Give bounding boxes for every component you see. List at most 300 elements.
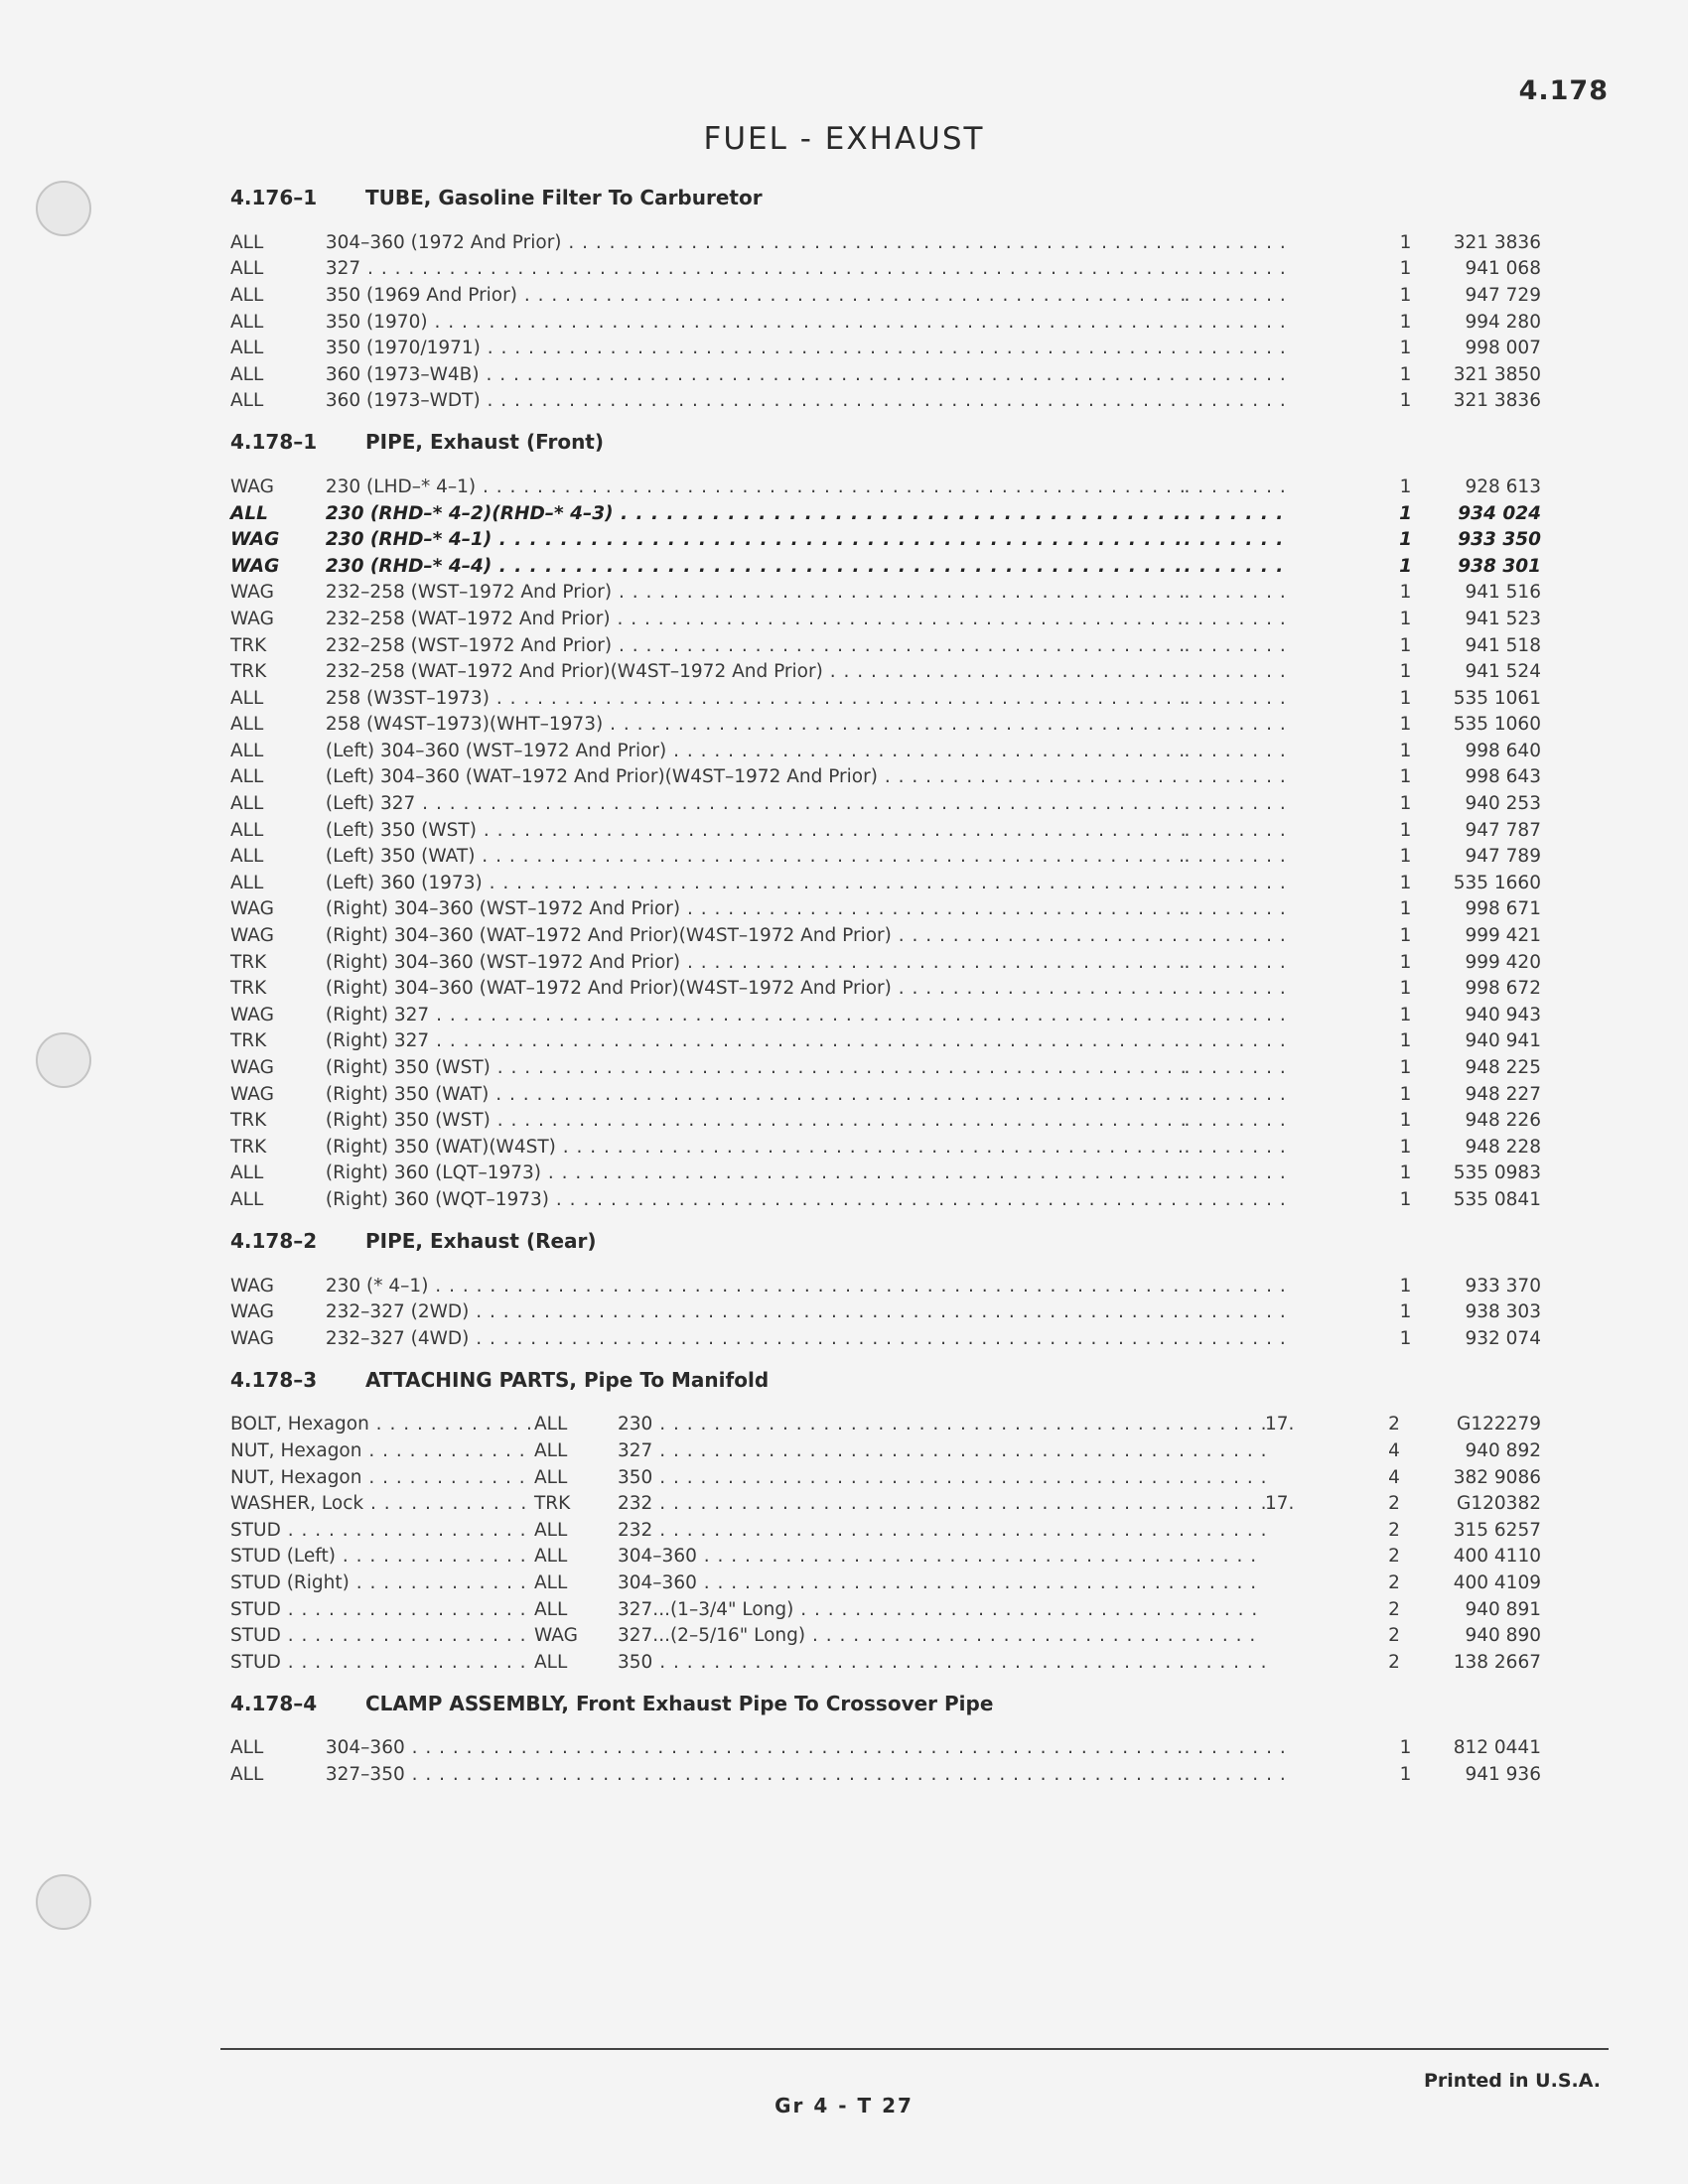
part-number: 998 640 — [1465, 740, 1541, 761]
model-description: 232 . . . — [618, 1493, 1265, 1514]
application-code: ALL — [230, 687, 264, 709]
quantity: 1 — [1399, 390, 1412, 412]
application-code: WAG — [230, 529, 280, 551]
section-rows — [230, 1273, 1541, 1352]
quantity: 1 — [1399, 502, 1412, 524]
reference-leader — [1185, 635, 1287, 656]
model-description: 360 (1973–WDT) . . . — [326, 390, 1185, 411]
model-description: (Right) 360 (WQT–1973) . . . — [326, 1189, 1185, 1210]
part-name: STUD . . . — [230, 1652, 534, 1673]
model-description: 232–327 (4WD) . . . — [326, 1328, 1185, 1349]
page-title: FUEL - EXHAUST — [703, 121, 985, 157]
reference-leader — [1185, 1189, 1287, 1210]
model-description: 350 . . . — [618, 1652, 1265, 1673]
application-code: ALL — [230, 1763, 264, 1785]
part-number: 948 227 — [1465, 1083, 1541, 1105]
part-number: 321 3836 — [1453, 390, 1541, 412]
part-number: 940 943 — [1465, 1004, 1541, 1025]
reference-leader — [1185, 556, 1287, 577]
model-description: 230 (* 4–1) . . . — [326, 1276, 1185, 1297]
reference-leader — [1185, 873, 1287, 893]
reference-leader — [1185, 1030, 1287, 1051]
quantity: 1 — [1399, 476, 1412, 497]
table-row — [230, 1107, 1541, 1134]
application-code: TRK — [534, 1493, 571, 1515]
part-name: STUD (Right) . . . — [230, 1572, 534, 1593]
page-number: 4.178 — [1518, 75, 1609, 106]
model-description: 232–258 (WAT–1972 And Prior) . . . — [326, 609, 1185, 629]
table-row — [230, 256, 1541, 283]
table-row — [230, 335, 1541, 361]
part-number: 947 729 — [1465, 284, 1541, 306]
table-row — [230, 361, 1541, 388]
quantity: 1 — [1399, 582, 1412, 604]
table-row — [230, 1490, 1541, 1517]
application-code: ALL — [230, 258, 264, 280]
application-code: TRK — [230, 1110, 267, 1132]
quantity: 1 — [1399, 819, 1412, 841]
application-code: ALL — [230, 1188, 264, 1210]
quantity: 1 — [1399, 898, 1412, 920]
table-row — [230, 975, 1541, 1002]
application-code: ALL — [230, 231, 264, 253]
model-description: (Left) 350 (WST) . . . — [326, 820, 1185, 841]
application-code: TRK — [230, 951, 267, 973]
reference-leader — [1185, 1057, 1287, 1078]
model-description: (Right) 304–360 (WAT–1972 And Prior)(W4ST–1972 And Prior) . . . — [326, 925, 1185, 946]
application-code: TRK — [230, 661, 267, 683]
application-code: ALL — [230, 872, 264, 893]
binder-hole-bottom — [36, 1874, 91, 1930]
reference-leader — [1185, 609, 1287, 629]
binder-hole-middle — [36, 1032, 91, 1088]
model-description: 232 . . . — [618, 1520, 1265, 1541]
model-description: 258 (W4ST–1973)(WHT–1973) . . . — [326, 714, 1185, 735]
reference-leader — [1185, 820, 1287, 841]
table-row — [230, 632, 1541, 659]
reference-leader — [1185, 661, 1287, 682]
reference-leader — [1185, 766, 1287, 787]
part-number: 928 613 — [1465, 476, 1541, 497]
model-description: 304–360 . . . — [618, 1546, 1265, 1567]
quantity: 1 — [1399, 1004, 1412, 1025]
section-header — [230, 426, 1541, 458]
part-number: 999 421 — [1465, 925, 1541, 947]
quantity: 1 — [1399, 1083, 1412, 1105]
model-description: 304–360 . . . — [618, 1572, 1265, 1593]
part-number: 535 0841 — [1453, 1188, 1541, 1210]
table-row — [230, 553, 1541, 580]
part-name: WASHER, Lock . . . — [230, 1493, 534, 1514]
application-code: WAG — [230, 1327, 274, 1349]
part-number: 400 4110 — [1453, 1546, 1541, 1568]
part-number: 940 941 — [1465, 1030, 1541, 1052]
model-description: (Left) 327 . . . — [326, 793, 1185, 814]
quantity: 2 — [1388, 1493, 1400, 1515]
model-description: (Left) 360 (1973) . . . — [326, 873, 1185, 893]
table-row — [230, 764, 1541, 791]
application-code: WAG — [230, 1057, 274, 1079]
quantity: 1 — [1399, 529, 1412, 551]
section-header — [230, 1225, 1541, 1257]
reference-leader — [1185, 258, 1287, 279]
model-description: (Right) 304–360 (WAT–1972 And Prior)(W4ST–1972 And Prior) . . . — [326, 978, 1185, 999]
part-number: 948 225 — [1465, 1057, 1541, 1079]
application-code: WAG — [534, 1625, 578, 1647]
application-code: WAG — [230, 1301, 274, 1323]
table-row — [230, 1054, 1541, 1081]
table-row — [230, 1298, 1541, 1325]
table-row — [230, 712, 1541, 739]
quantity: 1 — [1399, 1057, 1412, 1079]
part-number: 940 891 — [1465, 1598, 1541, 1620]
model-description: 327 . . . — [326, 258, 1185, 279]
model-description: 350 . . . — [618, 1467, 1265, 1488]
table-row — [230, 1325, 1541, 1352]
model-description: (Right) 350 (WST) . . . — [326, 1057, 1185, 1078]
application-code: ALL — [534, 1439, 568, 1461]
reference-leader — [1185, 1162, 1287, 1183]
footer-rule — [220, 2048, 1609, 2050]
application-code: ALL — [534, 1571, 568, 1593]
model-description: 232–258 (WST–1972 And Prior) . . . — [326, 582, 1185, 603]
quantity: 1 — [1399, 608, 1412, 629]
application-code: WAG — [230, 608, 274, 629]
table-row — [230, 309, 1541, 336]
application-code: TRK — [230, 1030, 267, 1052]
table-row — [230, 896, 1541, 923]
table-row — [230, 1412, 1541, 1438]
application-code: ALL — [534, 1651, 568, 1673]
reference-leader — [1185, 477, 1287, 497]
model-description: 327...(2–5/16" Long) . . . — [618, 1625, 1265, 1646]
table-row — [230, 817, 1541, 844]
quantity: 2 — [1388, 1598, 1400, 1620]
model-description: 327...(1–3/4" Long) . . . — [618, 1599, 1265, 1620]
table-row — [230, 388, 1541, 415]
section-rows — [230, 474, 1541, 1213]
model-description: 350 (1970) . . . — [326, 312, 1185, 333]
part-name: BOLT, Hexagon . . . — [230, 1414, 534, 1434]
quantity: 1 — [1399, 978, 1412, 1000]
table-row — [230, 658, 1541, 685]
application-code: ALL — [534, 1414, 568, 1435]
reference-leader — [1185, 688, 1287, 709]
table-row — [230, 870, 1541, 896]
part-number: 535 1061 — [1453, 687, 1541, 709]
part-number: 940 890 — [1465, 1625, 1541, 1647]
application-code: ALL — [230, 502, 268, 524]
application-code: ALL — [230, 1162, 264, 1184]
part-number: 400 4109 — [1453, 1571, 1541, 1593]
reference-leader — [1185, 925, 1287, 946]
reference-number: 17. — [1265, 1414, 1295, 1435]
quantity: 1 — [1399, 284, 1412, 306]
reference-leader — [1185, 1084, 1287, 1105]
reference-leader — [1185, 952, 1287, 973]
reference-leader — [1185, 741, 1287, 761]
application-code: ALL — [230, 766, 264, 788]
part-name: NUT, Hexagon . . . — [230, 1440, 534, 1461]
model-description: 230 (RHD–* 4–4) . . . — [326, 556, 1185, 577]
part-number: 941 516 — [1465, 582, 1541, 604]
table-row — [230, 843, 1541, 870]
section-title: PIPE, Exhaust (Rear) — [365, 1228, 597, 1253]
part-number: 998 672 — [1465, 978, 1541, 1000]
model-description: 350 (1970/1971) . . . — [326, 338, 1185, 358]
quantity: 1 — [1399, 338, 1412, 359]
part-number: 535 0983 — [1453, 1162, 1541, 1184]
part-name: STUD . . . — [230, 1625, 534, 1646]
quantity: 1 — [1399, 1188, 1412, 1210]
application-code: ALL — [534, 1546, 568, 1568]
model-description: 350 (1969 And Prior) . . . — [326, 285, 1185, 306]
application-code: WAG — [230, 582, 274, 604]
quantity: 1 — [1399, 1030, 1412, 1052]
section-number: 4.178–3 — [230, 1367, 318, 1392]
reference-leader — [1185, 503, 1287, 524]
quantity: 1 — [1399, 793, 1412, 815]
application-code: ALL — [534, 1598, 568, 1620]
reference-leader — [1185, 529, 1287, 550]
model-description: 230 (RHD–* 4–2)(RHD–* 4–3) . . . — [326, 503, 1185, 524]
quantity: 4 — [1388, 1439, 1400, 1461]
section-rows — [230, 1412, 1541, 1676]
application-code: WAG — [230, 476, 274, 497]
table-row — [230, 1273, 1541, 1299]
quantity: 4 — [1388, 1466, 1400, 1488]
application-code: ALL — [230, 740, 264, 761]
reference-leader — [1185, 582, 1287, 603]
application-code: ALL — [230, 846, 264, 868]
model-description: 258 (W3ST–1973) . . . — [326, 688, 1185, 709]
parts-list — [230, 182, 1541, 1800]
part-number: 321 3850 — [1453, 363, 1541, 385]
application-code: ALL — [230, 363, 264, 385]
model-description: (Right) 350 (WAT)(W4ST) . . . — [326, 1137, 1185, 1158]
table-row — [230, 1081, 1541, 1108]
table-row — [230, 1570, 1541, 1596]
table-row — [230, 1134, 1541, 1160]
model-description: 327–350 . . . — [326, 1764, 1185, 1785]
printed-notice: Printed in U.S.A. — [1424, 2070, 1601, 2092]
part-name: STUD . . . — [230, 1599, 534, 1620]
quantity: 1 — [1399, 1136, 1412, 1158]
binder-hole-top — [36, 181, 91, 236]
part-number: 994 280 — [1465, 311, 1541, 333]
application-code: WAG — [230, 1275, 274, 1297]
part-number: 941 518 — [1465, 634, 1541, 656]
model-description: (Right) 304–360 (WST–1972 And Prior) . . . — [326, 898, 1185, 919]
reference-leader — [1185, 1110, 1287, 1131]
section-title: PIPE, Exhaust (Front) — [365, 430, 605, 455]
application-code: ALL — [534, 1466, 568, 1488]
table-row — [230, 685, 1541, 712]
quantity: 1 — [1399, 661, 1412, 683]
table-row — [230, 1517, 1541, 1544]
section-rows — [230, 229, 1541, 414]
section-title: ATTACHING PARTS, Pipe To Manifold — [365, 1367, 770, 1392]
model-description: 230 . . . — [618, 1414, 1265, 1434]
quantity: 1 — [1399, 1763, 1412, 1785]
model-description: (Right) 360 (LQT–1973) . . . — [326, 1162, 1185, 1183]
part-number: 535 1660 — [1453, 872, 1541, 893]
table-row — [230, 229, 1541, 256]
reference-leader — [1185, 1328, 1287, 1349]
part-number: 998 643 — [1465, 766, 1541, 788]
section-number: 4.178–4 — [230, 1691, 318, 1715]
reference-leader — [1185, 285, 1287, 306]
model-description: (Left) 304–360 (WAT–1972 And Prior)(W4ST–1972 And Prior) . . . — [326, 766, 1185, 787]
group-reference: Gr 4 - T 27 — [774, 2094, 914, 2117]
reference-leader — [1185, 714, 1287, 735]
part-number: 941 936 — [1465, 1763, 1541, 1785]
table-row — [230, 1622, 1541, 1649]
table-row — [230, 738, 1541, 764]
application-code: WAG — [230, 898, 274, 920]
reference-leader — [1185, 1005, 1287, 1025]
quantity: 2 — [1388, 1519, 1400, 1541]
application-code: ALL — [230, 819, 264, 841]
section-number: 4.178–1 — [230, 430, 318, 455]
table-row — [230, 1160, 1541, 1187]
part-number: 947 787 — [1465, 819, 1541, 841]
reference-number: 17. — [1265, 1493, 1295, 1515]
application-code: ALL — [230, 284, 264, 306]
table-row — [230, 1596, 1541, 1623]
table-row — [230, 922, 1541, 949]
application-code: TRK — [230, 634, 267, 656]
application-code: WAG — [230, 1083, 274, 1105]
model-description: (Left) 350 (WAT) . . . — [326, 846, 1185, 867]
part-name: STUD . . . — [230, 1520, 534, 1541]
section-rows — [230, 1735, 1541, 1788]
application-code: WAG — [230, 555, 280, 577]
application-code: ALL — [230, 338, 264, 359]
reference-leader — [1185, 898, 1287, 919]
reference-leader — [1185, 312, 1287, 333]
application-code: ALL — [230, 1737, 264, 1759]
quantity: 1 — [1399, 1162, 1412, 1184]
part-number: 321 3836 — [1453, 231, 1541, 253]
table-row — [230, 790, 1541, 817]
table-row — [230, 1028, 1541, 1055]
reference-leader — [1185, 1137, 1287, 1158]
part-number: 315 6257 — [1453, 1519, 1541, 1541]
quantity: 1 — [1399, 1301, 1412, 1323]
application-code: ALL — [230, 793, 264, 815]
quantity: 2 — [1388, 1414, 1400, 1435]
application-code: ALL — [230, 311, 264, 333]
quantity: 2 — [1388, 1546, 1400, 1568]
quantity: 2 — [1388, 1651, 1400, 1673]
quantity: 1 — [1399, 363, 1412, 385]
reference-leader — [1185, 846, 1287, 867]
application-code: TRK — [230, 1136, 267, 1158]
quantity: 1 — [1399, 687, 1412, 709]
application-code: ALL — [534, 1519, 568, 1541]
reference-leader — [1185, 1737, 1287, 1758]
reference-leader — [1185, 1276, 1287, 1297]
reference-leader — [1185, 390, 1287, 411]
section-header — [230, 182, 1541, 213]
table-row — [230, 1464, 1541, 1491]
quantity: 1 — [1399, 231, 1412, 253]
part-number: 998 007 — [1465, 338, 1541, 359]
part-number: 948 226 — [1465, 1110, 1541, 1132]
part-number: 932 074 — [1465, 1327, 1541, 1349]
model-description: 304–360 (1972 And Prior) . . . — [326, 232, 1185, 253]
quantity: 2 — [1388, 1571, 1400, 1593]
quantity: 1 — [1399, 951, 1412, 973]
quantity: 1 — [1399, 555, 1412, 577]
quantity: 1 — [1399, 634, 1412, 656]
table-row — [230, 1186, 1541, 1213]
table-row — [230, 500, 1541, 527]
reference-leader — [1185, 1301, 1287, 1322]
quantity: 1 — [1399, 1275, 1412, 1297]
application-code: TRK — [230, 978, 267, 1000]
model-description: (Left) 304–360 (WST–1972 And Prior) . . . — [326, 741, 1185, 761]
model-description: 232–327 (2WD) . . . — [326, 1301, 1185, 1322]
table-row — [230, 1437, 1541, 1464]
application-code: ALL — [230, 390, 264, 412]
table-row — [230, 606, 1541, 632]
model-description: 230 (LHD–* 4–1) . . . — [326, 477, 1185, 497]
application-code: WAG — [230, 1004, 274, 1025]
part-number: 812 0441 — [1453, 1737, 1541, 1759]
quantity: 1 — [1399, 846, 1412, 868]
part-number: 934 024 — [1458, 502, 1541, 524]
part-number: 938 301 — [1458, 555, 1541, 577]
quantity: 1 — [1399, 311, 1412, 333]
part-number: 933 350 — [1458, 529, 1541, 551]
reference-leader — [1185, 1764, 1287, 1785]
reference-leader — [1185, 364, 1287, 385]
quantity: 1 — [1399, 872, 1412, 893]
reference-leader — [1185, 793, 1287, 814]
model-description: (Right) 350 (WST) . . . — [326, 1110, 1185, 1131]
section-title: CLAMP ASSEMBLY, Front Exhaust Pipe To Crossover Pipe — [365, 1691, 994, 1715]
reference-leader — [1185, 978, 1287, 999]
model-description: (Right) 327 . . . — [326, 1005, 1185, 1025]
part-number: 940 253 — [1465, 793, 1541, 815]
quantity: 1 — [1399, 714, 1412, 736]
section-title: TUBE, Gasoline Filter To Carburetor — [365, 186, 763, 209]
quantity: 1 — [1399, 1737, 1412, 1759]
part-number: G122279 — [1457, 1414, 1541, 1435]
part-number: 933 370 — [1465, 1275, 1541, 1297]
model-description: 304–360 . . . — [326, 1737, 1185, 1758]
section-header — [230, 1364, 1541, 1396]
table-row — [230, 580, 1541, 607]
part-number: 138 2667 — [1453, 1651, 1541, 1673]
application-code: ALL — [230, 714, 264, 736]
section-number: 4.176–1 — [230, 186, 318, 209]
part-number: 941 524 — [1465, 661, 1541, 683]
part-number: 948 228 — [1465, 1136, 1541, 1158]
reference-leader — [1185, 338, 1287, 358]
application-code: WAG — [230, 925, 274, 947]
table-row — [230, 1735, 1541, 1762]
table-row — [230, 1002, 1541, 1028]
part-number: 999 420 — [1465, 951, 1541, 973]
quantity: 1 — [1399, 925, 1412, 947]
quantity: 1 — [1399, 766, 1412, 788]
part-name: STUD (Left) . . . — [230, 1546, 534, 1567]
model-description: (Right) 327 . . . — [326, 1030, 1185, 1051]
part-number: G120382 — [1457, 1493, 1541, 1515]
